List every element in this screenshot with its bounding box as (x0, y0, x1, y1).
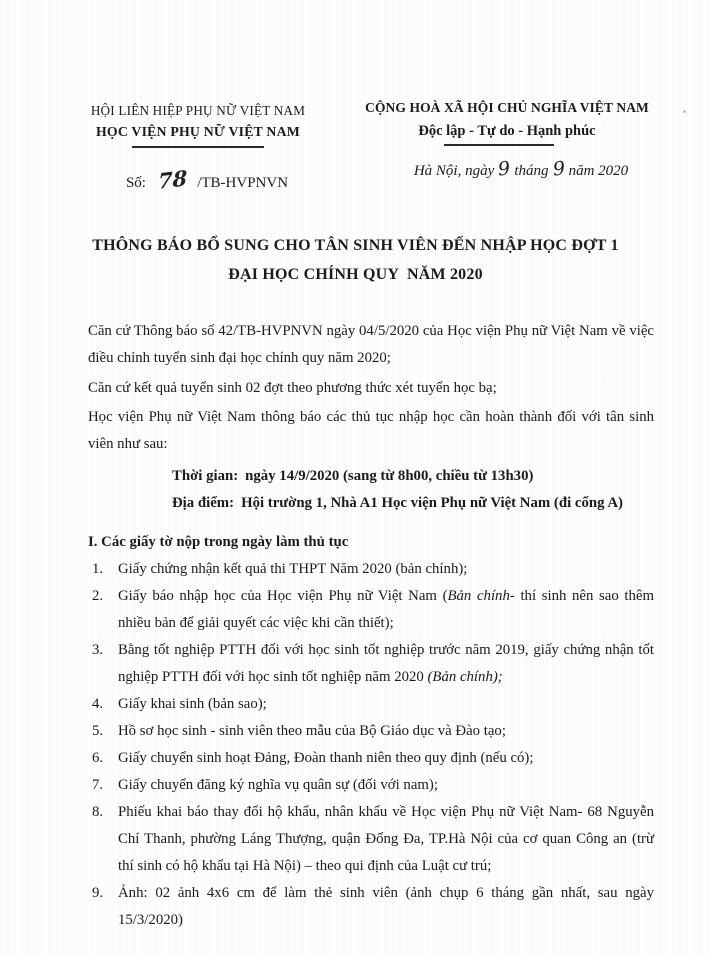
item-number: 9. (92, 885, 104, 901)
date-day-handwritten: 9 (497, 157, 512, 181)
date-year-suffix: năm 2020 (568, 163, 629, 179)
time-line (88, 463, 654, 490)
item-text: Hồ sơ học sinh - sinh viên theo mẫu của Bộ Giáo dục và Đào tạo; (118, 723, 506, 739)
place-line (88, 490, 654, 517)
item-text: Giấy chứng nhận kết quả thi THPT Năm 2020 (bản chính); (118, 561, 468, 577)
doc-title (0, 231, 711, 289)
national-title: CỘNG HOÀ XÃ HỘI CHỦ NGHĨA VIỆT NAM (365, 100, 649, 115)
item-text: Giấy khai sinh (bản sao); (118, 696, 267, 712)
item-number: 7. (92, 777, 104, 793)
item-number: 6. (92, 750, 104, 766)
list-item (88, 583, 654, 637)
header-left-block (52, 101, 344, 196)
item-number: 5. (92, 723, 104, 739)
list-item (88, 718, 654, 745)
motto-underline (444, 144, 554, 146)
list-item (88, 691, 654, 718)
item-text: Ảnh: 02 ảnh 4x6 cm để làm thẻ sinh viên (ảnh chụp 6 tháng gần nhất, sau ngày 15/3/2020) (118, 885, 654, 928)
item-number: 1. (92, 561, 104, 577)
item-number: 4. (92, 696, 104, 712)
time-label: Thời gian: (172, 468, 239, 484)
doc-number-line (52, 165, 344, 196)
paragraph-can-cu-1: Căn cứ Thông báo số 42/TB-HVPNVN ngày 04/5/2020 của Học viện Phụ nữ Việt Nam về việc điều chỉnh tuyển sinh đại học chính quy năm 2020; (88, 323, 654, 366)
header-right-block (348, 99, 666, 183)
list-item (88, 556, 654, 583)
list-item (88, 772, 654, 799)
org-name: HỌC VIỆN PHỤ NỮ VIỆT NAM (96, 124, 300, 139)
time-value: ngày 14/9/2020 (sang từ 8h00, chiều từ 13h30) (245, 468, 534, 484)
item-text: Giấy chuyển đăng ký nghĩa vụ quân sự (đối với nam); (118, 777, 438, 793)
national-motto: Độc lập - Tự do - Hạnh phúc (418, 123, 596, 139)
item-text: Phiếu khai báo thay đổi hộ khẩu, nhân khẩu về Học viện Phụ nữ Việt Nam- 68 Nguyễn Chí Thanh, phường Láng Thượng, quận Đống Đa, TP.Hà Nội của cơ quan Công an (trừ thí sinh có hộ khẩu tại Hà Nội) – theo qui định của Luật cư trú; (118, 804, 654, 874)
item-text: Giấy báo nhập học của Học viện Phụ nữ Việt Nam ( (118, 588, 448, 604)
list-item (88, 799, 654, 880)
doc-number-handwritten: 78 (157, 165, 188, 194)
place-value: Hội trường 1, Nhà A1 Học viện Phụ nữ Việt Nam (đi cổng A) (241, 495, 623, 511)
doc-title-line2: ĐẠI HỌC CHÍNH QUY NĂM 2020 (228, 266, 483, 283)
org-parent-name: HỘI LIÊN HIỆP PHỤ NỮ VIỆT NAM (90, 103, 306, 118)
list-item (88, 637, 654, 691)
scan-speck (683, 110, 686, 113)
date-month-handwritten: 9 (551, 157, 566, 181)
place-label: Địa điểm: (172, 495, 235, 511)
doc-number-code: /TB-HVPNVN (197, 175, 289, 191)
item-text-italic: Bản chính- (447, 588, 515, 604)
date-place-prefix: Hà Nội, ngày (413, 163, 495, 179)
item-text: thí sinh nên sao thêm nhiều bản để giải quyết các việc khi cần thiết); (118, 588, 654, 631)
item-text: Giấy chuyển sinh hoạt Đảng, Đoàn thanh niên theo quy định (nếu có); (118, 750, 534, 766)
item-number: 2. (92, 588, 104, 604)
item-number: 3. (92, 642, 104, 658)
date-line (348, 159, 666, 183)
list-item (88, 745, 654, 772)
paragraph-can-cu-2: Căn cứ kết quả tuyển sinh 02 đợt theo phương thức xét tuyển học bạ; (88, 380, 497, 396)
date-mid: tháng (514, 163, 549, 179)
item-text-italic: (Bản chính); (427, 669, 503, 685)
document-list (88, 556, 654, 934)
org-underline (132, 146, 264, 148)
paragraph-intro: Học viện Phụ nữ Việt Nam thông báo các thủ tục nhập học cần hoàn thành đối với tân sinh viên như sau: (88, 409, 654, 452)
doc-body (88, 318, 654, 934)
section-heading: I. Các giấy tờ nộp trong ngày làm thủ tục (88, 534, 349, 550)
item-text: Bằng tốt nghiệp PTTH đối với học sinh tốt nghiệp trước năm 2019, giấy chứng nhận tốt nghiệp PTTH đối với học sinh tốt nghiệp năm 2020 (118, 642, 654, 685)
doc-title-line1: THÔNG BÁO BỔ SUNG CHO TÂN SINH VIÊN ĐẾN NHẬP HỌC ĐỢT 1 (92, 237, 619, 254)
list-item (88, 880, 654, 934)
item-number: 8. (92, 804, 104, 820)
doc-number-label: Số: (125, 175, 146, 191)
